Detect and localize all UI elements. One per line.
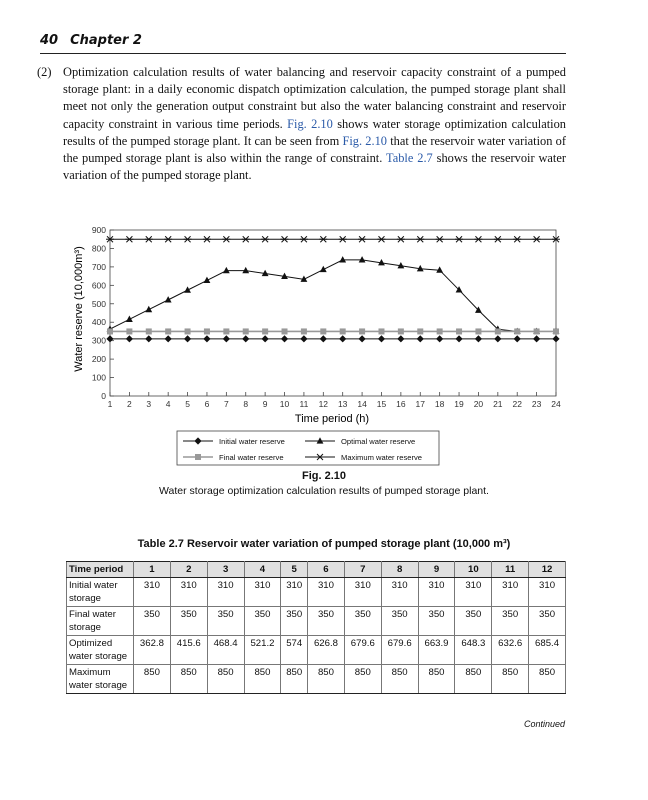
x-tick-label: 6: [204, 399, 210, 409]
point-marker: [436, 335, 443, 342]
continued-note: Continued: [523, 719, 565, 729]
table-header-row: [67, 562, 566, 578]
chapter-title: Chapter 2: [70, 33, 142, 48]
table-cell: 850: [244, 665, 281, 694]
point-marker: [145, 306, 152, 312]
table-row: [67, 607, 566, 636]
table-cell: 850: [344, 665, 381, 694]
table-row: [67, 578, 566, 607]
point-marker: [437, 328, 443, 334]
point-marker: [146, 328, 152, 334]
row-label: Initial water storage: [67, 578, 134, 607]
legend-label: Final water reserve: [219, 453, 284, 462]
paragraph-text-2: shows water storage optimization calculation results of the pumped storage plant. It can be seen from: [63, 116, 566, 148]
table-cell: 310: [207, 578, 244, 607]
point-marker: [125, 236, 133, 242]
table-cell: 663.9: [418, 636, 455, 665]
x-tick-label: 8: [243, 399, 249, 409]
table-cell: 685.4: [529, 636, 566, 665]
point-marker: [261, 236, 269, 242]
x-axis-label: Time period (h): [294, 413, 370, 425]
x-tick-label: 16: [396, 399, 406, 409]
point-marker: [223, 335, 230, 342]
table-cell: 850: [170, 665, 207, 694]
point-marker: [165, 335, 172, 342]
x-tick-label: 4: [165, 399, 171, 409]
row-label: Maximum water storage: [67, 665, 134, 694]
point-marker: [475, 335, 482, 342]
table-cell: 350: [492, 607, 529, 636]
table-cell: 521.2: [244, 636, 281, 665]
x-tick-label: 19: [454, 399, 464, 409]
series-optimal-water-reserve: [107, 256, 560, 334]
table-cell: 350: [381, 607, 418, 636]
table-cell: 362.8: [134, 636, 171, 665]
x-tick-label: 14: [357, 399, 367, 409]
point-marker: [301, 328, 307, 334]
point-marker: [514, 328, 520, 334]
table-cell: 850: [281, 665, 308, 694]
table-cell: 350: [281, 607, 308, 636]
table-title: Table 2.7 Reservoir water variation of pumped storage plant (10,000 m³): [137, 538, 511, 550]
y-tick-label: 100: [91, 372, 106, 383]
table-cell: 310: [134, 578, 171, 607]
point-marker: [494, 335, 501, 342]
table-link[interactable]: Table 2.7: [386, 151, 433, 166]
y-tick-label: 500: [91, 298, 106, 309]
point-marker: [300, 236, 308, 242]
table-cell: 850: [529, 665, 566, 694]
table-cell: 648.3: [455, 636, 492, 665]
table-cell: 850: [381, 665, 418, 694]
figure-label: Fig. 2.10: [301, 470, 347, 482]
point-marker: [398, 328, 404, 334]
row-label: Optimized water storage: [67, 636, 134, 665]
table-cell: 679.6: [344, 636, 381, 665]
x-tick-label: 15: [376, 399, 387, 409]
x-tick-label: 18: [434, 399, 445, 409]
page-number: 40: [40, 33, 59, 48]
point-marker: [494, 236, 502, 242]
table-cell: 310: [455, 578, 492, 607]
point-marker: [358, 335, 365, 342]
point-marker: [185, 328, 191, 334]
body-paragraph: [37, 64, 567, 184]
table-header-cell: 10: [455, 562, 492, 578]
legend-label: Initial water reserve: [219, 437, 285, 446]
row-label: Final water storage: [67, 607, 134, 636]
point-marker: [339, 236, 347, 242]
point-marker: [282, 328, 288, 334]
point-marker: [455, 236, 463, 242]
point-marker: [195, 454, 201, 460]
table-header-cell: 1: [134, 562, 171, 578]
point-marker: [320, 335, 327, 342]
table-row: [67, 636, 566, 665]
point-marker: [145, 236, 153, 242]
table-cell: 850: [418, 665, 455, 694]
table-cell: 310: [418, 578, 455, 607]
point-marker: [417, 335, 424, 342]
x-tick-label: 22: [512, 399, 522, 409]
y-tick-label: 400: [91, 317, 106, 328]
series-line: [110, 260, 556, 332]
point-marker: [145, 335, 152, 342]
table-header-cell: 7: [344, 562, 381, 578]
y-tick-label: 0: [101, 391, 106, 401]
x-tick-label: 10: [279, 399, 290, 409]
point-marker: [378, 328, 384, 334]
x-axis: [108, 392, 561, 409]
table-cell: 350: [244, 607, 281, 636]
table-header-cell: 6: [308, 562, 345, 578]
point-marker: [204, 328, 210, 334]
x-tick-label: 17: [415, 399, 425, 409]
y-tick-label: 700: [91, 261, 106, 272]
point-marker: [358, 236, 366, 242]
y-axis: [92, 225, 114, 401]
series-initial-water-reserve: [106, 335, 559, 342]
x-tick-label: 12: [318, 399, 329, 409]
table-cell: 310: [492, 578, 529, 607]
point-marker: [184, 236, 192, 242]
table-cell: 626.8: [308, 636, 345, 665]
point-marker: [126, 328, 132, 334]
table-cell: 468.4: [207, 636, 244, 665]
point-marker: [223, 267, 230, 273]
results-table: [66, 561, 566, 694]
y-tick-label: 300: [91, 335, 106, 346]
table-cell: 350: [308, 607, 345, 636]
table-cell: 310: [381, 578, 418, 607]
y-tick-label: 200: [91, 354, 106, 365]
point-marker: [242, 335, 249, 342]
point-marker: [126, 316, 133, 322]
point-marker: [320, 266, 327, 272]
point-marker: [378, 335, 385, 342]
point-marker: [416, 236, 424, 242]
table-cell: 415.6: [170, 636, 207, 665]
table-header-cell: 9: [418, 562, 455, 578]
table-cell: 850: [455, 665, 492, 694]
table-cell: 310: [308, 578, 345, 607]
table-cell: 310: [281, 578, 308, 607]
point-marker: [281, 335, 288, 342]
x-tick-label: 9: [262, 399, 268, 409]
table-cell: 350: [170, 607, 207, 636]
point-marker: [107, 328, 113, 334]
x-tick-label: 2: [127, 399, 132, 409]
point-marker: [281, 236, 289, 242]
point-marker: [243, 328, 249, 334]
point-marker: [397, 335, 404, 342]
point-marker: [377, 236, 385, 242]
table-cell: 350: [455, 607, 492, 636]
page-header: [40, 31, 566, 54]
table-header-cell: 5: [281, 562, 308, 578]
point-marker: [417, 328, 423, 334]
x-tick-label: 13: [337, 399, 348, 409]
point-marker: [262, 335, 269, 342]
point-marker: [552, 335, 559, 342]
point-marker: [436, 236, 444, 242]
point-marker: [475, 328, 481, 334]
table-cell: 310: [344, 578, 381, 607]
table-cell: 310: [170, 578, 207, 607]
table-header-cell: 11: [492, 562, 529, 578]
figure-caption: Water storage optimization calculation results of pumped storage plant.: [159, 485, 489, 497]
point-marker: [222, 236, 230, 242]
legend-label: Optimal water reserve: [341, 437, 416, 446]
x-tick-label: 23: [531, 399, 542, 409]
x-tick-label: 20: [473, 399, 484, 409]
point-marker: [242, 236, 250, 242]
point-marker: [339, 335, 346, 342]
point-marker: [165, 328, 171, 334]
point-marker: [203, 335, 210, 342]
point-marker: [359, 328, 365, 334]
table-header-cell: Time period: [67, 562, 134, 578]
table-header-cell: 12: [529, 562, 566, 578]
point-marker: [320, 328, 326, 334]
table-cell: 574: [281, 636, 308, 665]
point-marker: [184, 335, 191, 342]
point-marker: [203, 236, 211, 242]
point-marker: [319, 236, 327, 242]
paragraph-text-3: that the reservoir water variation of the pumped storage plant is also within the range of constraint.: [63, 133, 566, 166]
table-cell: 350: [529, 607, 566, 636]
table-body: [67, 578, 566, 694]
point-marker: [340, 328, 346, 334]
table-cell: 350: [344, 607, 381, 636]
point-marker: [339, 256, 346, 262]
point-marker: [553, 328, 559, 334]
table-cell: 350: [134, 607, 171, 636]
x-tick-label: 11: [299, 399, 309, 409]
y-tick-label: 800: [91, 243, 106, 254]
fig-link-2[interactable]: Fig. 2.10: [342, 133, 387, 148]
series-maximum-water-reserve: [106, 236, 560, 242]
point-marker: [262, 328, 268, 334]
x-tick-label: 24: [551, 399, 561, 409]
point-marker: [184, 286, 191, 292]
point-marker: [165, 296, 172, 302]
paragraph-number: (2): [37, 65, 52, 79]
point-marker: [533, 236, 541, 242]
series-layer: [106, 236, 560, 342]
paragraph-text-4: shows the reservoir water variation of the pumped storage plant.: [63, 151, 567, 183]
y-axis-label: Water reserve (10,000m³): [73, 246, 85, 372]
series-final-water-reserve: [107, 328, 559, 334]
table-cell: 850: [492, 665, 529, 694]
point-marker: [534, 328, 540, 334]
point-marker: [397, 236, 405, 242]
point-marker: [106, 335, 113, 342]
point-marker: [455, 335, 462, 342]
table-header-cell: 3: [207, 562, 244, 578]
point-marker: [204, 277, 211, 283]
table-header-cell: 2: [170, 562, 207, 578]
point-marker: [242, 267, 249, 273]
table-cell: 632.6: [492, 636, 529, 665]
plot-frame: [110, 230, 556, 396]
paragraph-text-1: Optimization calculation results of water balancing and reservoir capacity constraint of a pumped storage plant: in a daily economic dispatch optimization calculation, the pumped storage plant shall meet not only the generation output constraint but also the water balancing constraint and reservoir capacity constraint in various time periods.: [63, 65, 566, 131]
point-marker: [514, 335, 521, 342]
point-marker: [474, 236, 482, 242]
table-header-cell: 4: [244, 562, 281, 578]
x-tick-label: 5: [185, 399, 190, 409]
plot-border: [110, 230, 556, 396]
x-tick-label: 7: [223, 399, 229, 409]
water-reserve-chart: [0, 212, 648, 472]
table-cell: 679.6: [381, 636, 418, 665]
point-marker: [164, 236, 172, 242]
table-cell: 310: [244, 578, 281, 607]
point-marker: [495, 328, 501, 334]
table-cell: 850: [308, 665, 345, 694]
point-marker: [300, 335, 307, 342]
legend-label: Maximum water reserve: [341, 453, 423, 462]
x-tick-label: 21: [493, 399, 503, 409]
x-tick-label: 1: [107, 399, 113, 409]
point-marker: [223, 328, 229, 334]
y-tick-label: 600: [91, 280, 106, 291]
table-cell: 350: [207, 607, 244, 636]
point-marker: [456, 328, 462, 334]
chart-legend: [177, 431, 439, 465]
point-marker: [513, 236, 521, 242]
table-cell: 350: [418, 607, 455, 636]
table-cell: 850: [207, 665, 244, 694]
point-marker: [533, 335, 540, 342]
x-tick-label: 3: [146, 399, 152, 409]
table-header-cell: 8: [381, 562, 418, 578]
table-cell: 850: [134, 665, 171, 694]
table-row: [67, 665, 566, 694]
y-tick-label: 900: [91, 225, 106, 235]
table-cell: 310: [529, 578, 566, 607]
fig-link-1[interactable]: Fig. 2.10: [287, 116, 333, 131]
point-marker: [359, 256, 366, 262]
point-marker: [126, 335, 133, 342]
